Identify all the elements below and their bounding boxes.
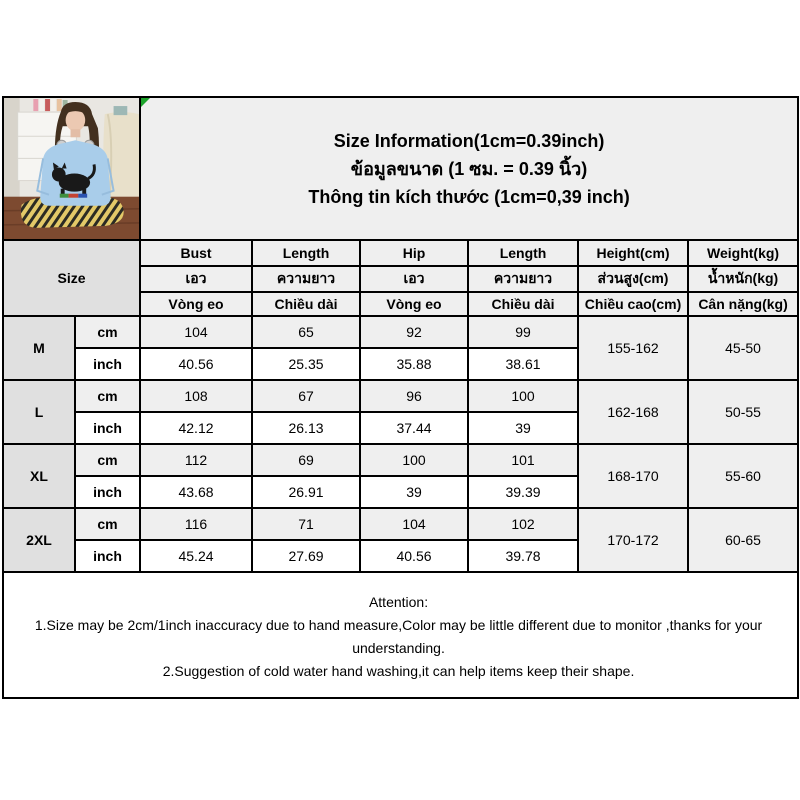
title-vietnamese: Thông tin kích thước (1cm=0,39 inch) (308, 186, 630, 207)
size-label-l: L (3, 380, 75, 444)
value-cell: 116 (140, 508, 252, 540)
value-cell: 92 (360, 316, 468, 348)
unit-label-inch: inch (75, 348, 140, 380)
unit-label-cm: cm (75, 444, 140, 476)
col-head-hip-en: Hip (360, 240, 468, 266)
height-range: 170-172 (578, 508, 688, 572)
value-cell: 112 (140, 444, 252, 476)
value-cell: 67 (252, 380, 360, 412)
unit-label-cm: cm (75, 316, 140, 348)
value-cell: 100 (360, 444, 468, 476)
product-photo (4, 98, 139, 239)
height-range: 155-162 (578, 316, 688, 380)
col-head-length1-en: Length (252, 240, 360, 266)
col-head-weight-th: น้ำหนัก(kg) (688, 266, 798, 292)
value-cell: 96 (360, 380, 468, 412)
product-photo-cell (3, 97, 140, 240)
value-cell: 69 (252, 444, 360, 476)
value-cell: 42.12 (140, 412, 252, 444)
attention-heading: Attention: (368, 593, 429, 610)
col-head-height-vi: Chiều cao(cm) (578, 292, 688, 316)
value-cell: 26.91 (252, 476, 360, 508)
value-cell: 39.39 (468, 476, 578, 508)
value-cell: 39.78 (468, 540, 578, 572)
col-head-bust-vi: Vòng eo (140, 292, 252, 316)
weight-range: 55-60 (688, 444, 798, 508)
value-cell: 38.61 (468, 348, 578, 380)
size-label-m: M (3, 316, 75, 380)
value-cell: 65 (252, 316, 360, 348)
col-head-height-th: ส่วนสูง(cm) (578, 266, 688, 292)
unit-label-inch: inch (75, 540, 140, 572)
title-english: Size Information(1cm=0.39inch) (333, 130, 605, 151)
value-cell: 25.35 (252, 348, 360, 380)
attention-line-2: 2.Suggestion of cold water hand washing,it can help items keep their shape. (162, 662, 635, 679)
weight-range: 50-55 (688, 380, 798, 444)
size-label-xl: XL (3, 444, 75, 508)
value-cell: 99 (468, 316, 578, 348)
value-cell: 104 (140, 316, 252, 348)
weight-range: 60-65 (688, 508, 798, 572)
weight-range: 45-50 (688, 316, 798, 380)
height-range: 162-168 (578, 380, 688, 444)
value-cell: 39 (360, 476, 468, 508)
size-label-2xl: 2XL (3, 508, 75, 572)
value-cell: 35.88 (360, 348, 468, 380)
height-range: 168-170 (578, 444, 688, 508)
unit-label-inch: inch (75, 476, 140, 508)
value-cell: 39 (468, 412, 578, 444)
title-thai: ข้อมูลขนาด (1 ซม. = 0.39 นิ้ว) (350, 158, 588, 179)
unit-label-cm: cm (75, 380, 140, 412)
value-cell: 37.44 (360, 412, 468, 444)
unit-label-inch: inch (75, 412, 140, 444)
col-head-hip-th: เอว (360, 266, 468, 292)
value-cell: 100 (468, 380, 578, 412)
col-head-hip-vi: Vòng eo (360, 292, 468, 316)
value-cell: 108 (140, 380, 252, 412)
col-head-bust-en: Bust (140, 240, 252, 266)
size-info-title-cell (140, 97, 798, 240)
unit-label-cm: cm (75, 508, 140, 540)
col-head-length2-th: ความยาว (468, 266, 578, 292)
size-header: Size (3, 240, 140, 316)
value-cell: 40.56 (360, 540, 468, 572)
col-head-height-en: Height(cm) (578, 240, 688, 266)
value-cell: 71 (252, 508, 360, 540)
size-chart-sheet (2, 96, 799, 699)
col-head-bust-th: เอว (140, 266, 252, 292)
attention-line-1: 1.Size may be 2cm/1inch inaccuracy due to hand measure,Color may be little different due to monitor ,thanks for your understanding. (34, 616, 763, 656)
value-cell: 26.13 (252, 412, 360, 444)
col-head-length1-th: ความยาว (252, 266, 360, 292)
value-cell: 102 (468, 508, 578, 540)
value-cell: 101 (468, 444, 578, 476)
col-head-length2-en: Length (468, 240, 578, 266)
value-cell: 43.68 (140, 476, 252, 508)
col-head-weight-en: Weight(kg) (688, 240, 798, 266)
value-cell: 40.56 (140, 348, 252, 380)
col-head-weight-vi: Cân nặng(kg) (688, 292, 798, 316)
value-cell: 27.69 (252, 540, 360, 572)
col-head-length1-vi: Chiều dài (252, 292, 360, 316)
cell-flag-icon (141, 98, 150, 107)
size-table (2, 96, 799, 699)
attention-note (3, 572, 798, 698)
value-cell: 45.24 (140, 540, 252, 572)
col-head-length2-vi: Chiều dài (468, 292, 578, 316)
value-cell: 104 (360, 508, 468, 540)
